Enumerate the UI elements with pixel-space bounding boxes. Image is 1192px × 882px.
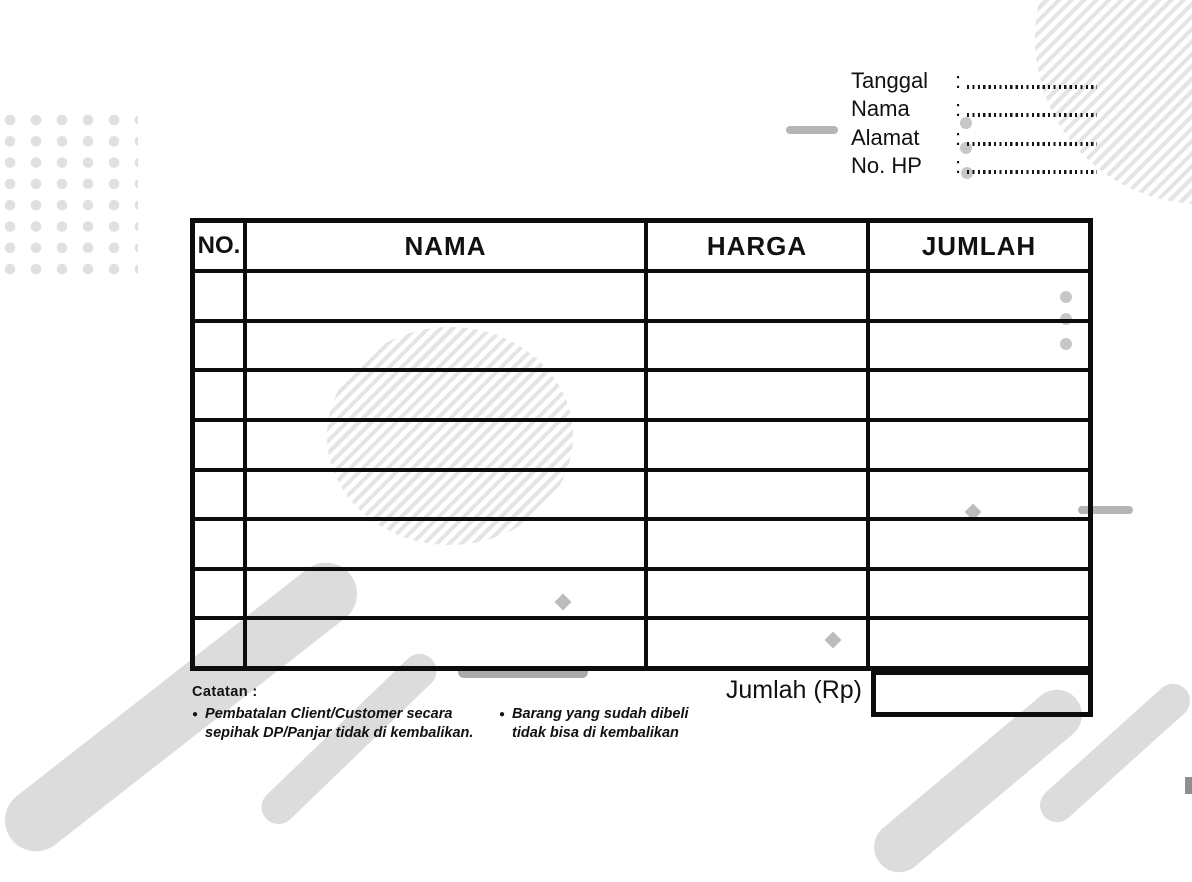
field-colon: : [955,96,962,122]
table-cell [866,422,1088,468]
field-colon: : [955,124,962,150]
notes-title: Catatan : [192,684,258,700]
table-row [195,368,1088,418]
customer-field-row [851,66,1097,95]
table-cell [243,273,644,319]
table-row [195,517,1088,567]
table-cell [195,273,243,319]
table-cell [195,472,243,518]
field-label: Tanggal [851,67,929,93]
field-write-in-line [967,113,1097,117]
customer-fields [851,66,1097,180]
table-cell [243,422,644,468]
column-header: NAMA [243,223,644,269]
order-table [190,218,1093,671]
notes-section [192,684,752,743]
gray-dash-near-fields [786,126,838,134]
field-label: No. HP [851,153,922,179]
field-write-in-line [967,142,1097,146]
table-cell [644,372,866,418]
table-cell [644,273,866,319]
table-row [195,319,1088,369]
table-cell [866,571,1088,617]
table-cell [866,472,1088,518]
field-label: Nama [851,96,910,122]
table-cell [243,472,644,518]
customer-field-row [851,95,1097,124]
field-write-in-line [967,170,1097,174]
table-cell [195,323,243,369]
table-cell [644,571,866,617]
table-cell [644,521,866,567]
table-row [195,418,1088,468]
field-colon: : [955,67,962,93]
field-colon: : [955,153,962,179]
table-row [195,567,1088,617]
table-cell [866,521,1088,567]
column-header: JUMLAH [866,223,1088,269]
table-row [195,616,1088,666]
table-cell [866,273,1088,319]
total-amount-box [871,670,1093,717]
table-header-row [195,223,1088,269]
table-cell [195,620,243,666]
edge-mark-bottom-right [1185,777,1192,794]
dots-grid-pattern [4,114,138,284]
table-cell [243,571,644,617]
table-cell [195,571,243,617]
table-cell [866,620,1088,666]
table-cell [866,372,1088,418]
note-item [499,705,714,743]
bullet-icon: ● [192,709,199,720]
column-header: HARGA [644,223,866,269]
table-cell [243,323,644,369]
table-cell [644,472,866,518]
notes-items [192,705,752,743]
table-cell [644,323,866,369]
note-item [192,705,499,743]
column-header: NO. [197,232,241,259]
table-cell [866,323,1088,369]
table-cell [644,422,866,468]
field-label: Alamat [851,124,920,150]
bullet-icon: ● [499,709,506,720]
table-cell [644,620,866,666]
customer-field-row [851,123,1097,152]
table-row [195,269,1088,319]
note-text: Pembatalan Client/Customer secara sepihak DP/Panjar tidak di kembalikan. [205,706,474,741]
table-cell [243,620,644,666]
table-cell [195,372,243,418]
table-cell [195,422,243,468]
note-text: Barang yang sudah dibeli tidak bisa di kembalikan [512,706,689,741]
field-write-in-line [967,85,1097,89]
table-cell [195,521,243,567]
table-cell [243,372,644,418]
table-cell [243,521,644,567]
customer-field-row [851,152,1097,181]
total-label: Jumlah (Rp) [725,676,862,704]
table-row [195,468,1088,518]
